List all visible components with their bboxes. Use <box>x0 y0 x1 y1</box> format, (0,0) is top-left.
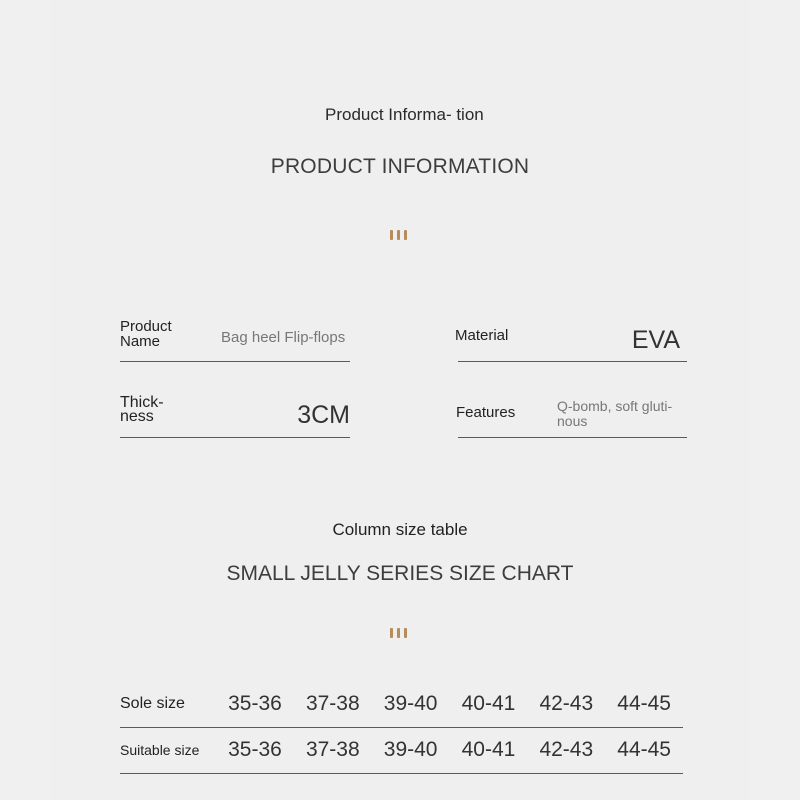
features-label: Features <box>456 404 516 421</box>
size-table-subtitle: SMALL JELLY SERIES SIZE CHART <box>226 562 574 585</box>
material-value: EVA <box>631 326 680 354</box>
divider <box>120 361 350 362</box>
divider <box>120 437 350 438</box>
row-label: Sole size <box>120 695 185 712</box>
table-cell: 44-45 <box>617 738 671 761</box>
product-name-label: Product Name <box>120 318 172 350</box>
table-cell: 44-45 <box>617 692 671 715</box>
table-cell: 39-40 <box>383 692 438 715</box>
section-subtitle: PRODUCT INFORMATION <box>270 155 530 178</box>
accent-bars-icon <box>390 230 407 240</box>
table-cell: 35-36 <box>228 692 282 715</box>
material-label: Material <box>455 327 509 344</box>
table-row <box>120 735 683 765</box>
thickness-label: Thick- ness <box>120 394 164 425</box>
table-row <box>120 689 683 719</box>
thickness-value: 3CM <box>297 401 350 429</box>
divider <box>458 361 687 362</box>
divider <box>458 437 687 438</box>
divider <box>120 727 683 728</box>
features-value: Q-bomb, soft gluti- nous <box>557 398 673 429</box>
table-cell: 35-36 <box>228 738 282 761</box>
table-cell: 40-41 <box>461 738 516 761</box>
table-cell: 42-43 <box>539 692 594 715</box>
table-cell: 37-38 <box>305 738 360 761</box>
section-title: Product Informa- tion <box>325 105 484 124</box>
table-cell: 40-41 <box>461 692 516 715</box>
accent-bars-icon <box>390 628 407 638</box>
table-cell: 42-43 <box>539 738 594 761</box>
divider <box>120 773 683 774</box>
table-cell: 37-38 <box>305 692 360 715</box>
product-name-value: Bag heel Flip-flops <box>221 329 346 346</box>
size-table-title: Column size table <box>332 520 468 539</box>
row-label: Suitable size <box>120 742 200 758</box>
table-cell: 39-40 <box>383 738 438 761</box>
